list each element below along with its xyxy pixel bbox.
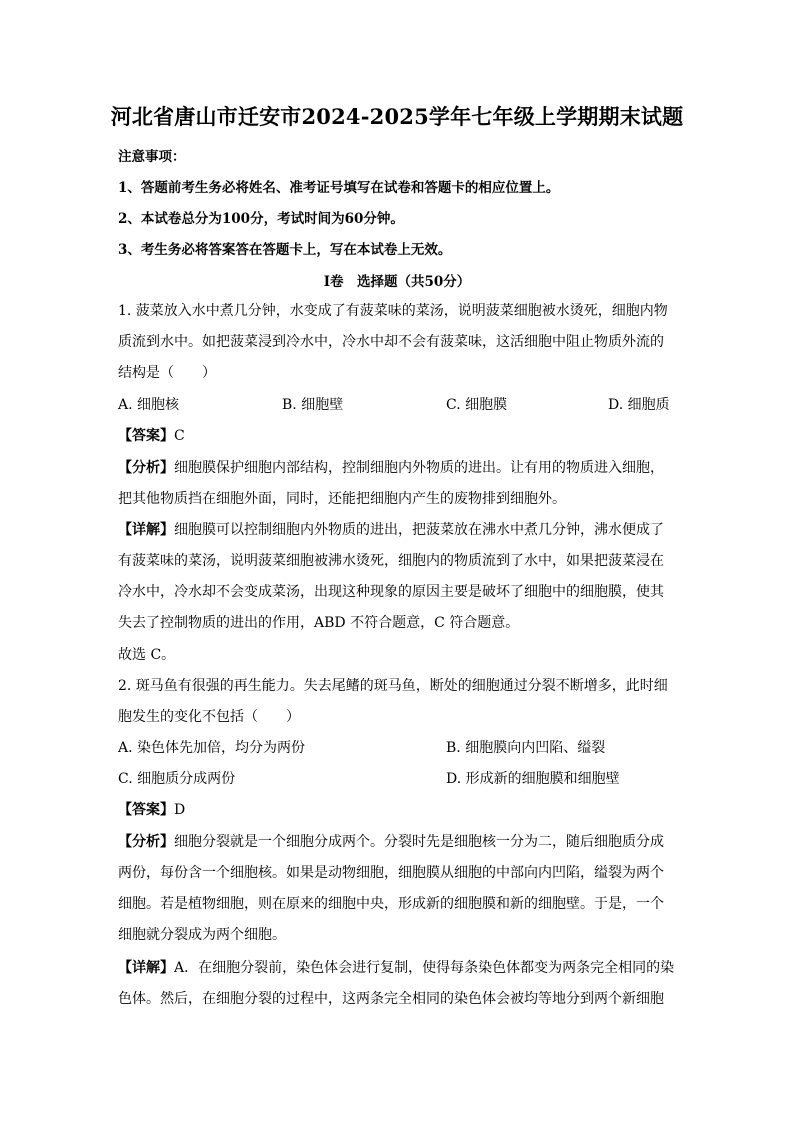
- question-1-option-b: B. 细胞壁: [282, 397, 344, 413]
- page-title: 河北省唐山市迁安市2024-2025学年七年级上学期期末试题: [110, 104, 684, 129]
- question-2-analysis: 细胞。若是植物细胞，则在原来的细胞中央，形成新的细胞膜和新的细胞壁。于是，一个: [118, 896, 664, 912]
- answer-value: D: [174, 802, 186, 818]
- question-1-stem: 结构是（ ）: [118, 365, 216, 381]
- analysis-tag: 【分析】: [118, 460, 174, 476]
- question-1-option-d: D. 细胞质: [608, 397, 670, 413]
- question-2-stem: 2. 斑马鱼有很强的再生能力。失去尾鳍的斑马鱼，断处的细胞通过分裂不断增多，此时细: [118, 678, 668, 694]
- analysis-text: 细胞膜保护细胞内部结构，控制细胞内外物质的进出。让有用的物质进入细胞，: [174, 460, 664, 476]
- question-1-analysis: [118, 457, 664, 477]
- notice-heading: 注意事项：: [118, 149, 186, 165]
- notice-item: 2、本试卷总分为100分，考试时间为60分钟。: [118, 211, 404, 227]
- answer-tag: 【答案】: [118, 802, 174, 818]
- question-1-conclusion: 故选 C。: [118, 647, 176, 663]
- answer-value: C: [174, 428, 185, 444]
- question-1-detail: 冷水中，冷水却不会变成菜汤，出现这种现象的原因主要是破坏了细胞中的细胞膜，使其: [118, 584, 664, 600]
- notice-item: 3、考生务必将答案答在答题卡上，写在本试卷上无效。: [118, 242, 452, 258]
- detail-text: 细胞膜可以控制细胞内外物质的进出，把菠菜放在沸水中煮几分钟，沸水便成了: [174, 522, 664, 538]
- question-1-detail: 有菠菜味的菜汤，说明菠菜细胞被沸水烫死，细胞内的物质流到了水中，如果把菠菜浸在: [118, 553, 664, 569]
- question-1-stem: 1. 菠菜放入水中煮几分钟，水变成了有菠菜味的菜汤，说明菠菜细胞被水烫死，细胞内物: [118, 303, 668, 319]
- analysis-text: 细胞分裂就是一个细胞分成两个。分裂时先是细胞核一分为二，随后细胞质分成: [174, 834, 664, 850]
- detail-tag: 【详解】: [118, 960, 174, 976]
- section-title: Ⅰ卷 选择题（共50分）: [323, 274, 471, 290]
- question-2-analysis: 两份，每份含一个细胞核。如果是动物细胞，细胞膜从细胞的中部向内凹陷，缢裂为两个: [118, 865, 664, 881]
- notice-item: 1、答题前考生务必将姓名、准考证号填写在试卷和答题卡的相应位置上。: [118, 180, 560, 196]
- question-2-option-a: A. 染色体先加倍，均分为两份: [118, 740, 306, 756]
- question-1-detail: [118, 519, 664, 539]
- question-1-analysis: 把其他物质挡在细胞外面，同时，还能把细胞内产生的废物排到细胞外。: [118, 491, 566, 507]
- question-2-analysis: [118, 831, 664, 851]
- question-2-answer: [118, 799, 185, 819]
- detail-tag: 【详解】: [118, 522, 174, 538]
- detail-text: A．在细胞分裂前，染色体会进行复制，使得每条染色体都变为两条完全相同的染: [174, 960, 675, 976]
- question-1-stem: 质流到水中。如把菠菜浸到冷水中，冷水中却不会有菠菜味，这活细胞中阻止物质外流的: [118, 334, 664, 350]
- question-1-option-a: A. 细胞核: [118, 397, 180, 413]
- question-2-stem: 胞发生的变化不包括（ ）: [118, 709, 300, 725]
- analysis-tag: 【分析】: [118, 834, 174, 850]
- question-1-answer: [118, 425, 185, 445]
- question-2-option-b: B. 细胞膜向内凹陷、缢裂: [446, 740, 606, 756]
- question-2-option-d: D. 形成新的细胞膜和细胞壁: [446, 771, 620, 787]
- question-2-detail: 色体。然后，在细胞分裂的过程中，这两条完全相同的染色体会被均等地分到两个新细胞: [118, 991, 664, 1007]
- question-1-option-c: C. 细胞膜: [446, 397, 508, 413]
- question-2-option-c: C. 细胞质分成两份: [118, 771, 236, 787]
- answer-tag: 【答案】: [118, 428, 174, 444]
- question-1-detail: 失去了控制物质的进出的作用，ABD 不符合题意，C 符合题意。: [118, 615, 520, 631]
- question-2-analysis: 细胞就分裂成为两个细胞。: [118, 927, 286, 943]
- question-2-detail: [118, 957, 674, 977]
